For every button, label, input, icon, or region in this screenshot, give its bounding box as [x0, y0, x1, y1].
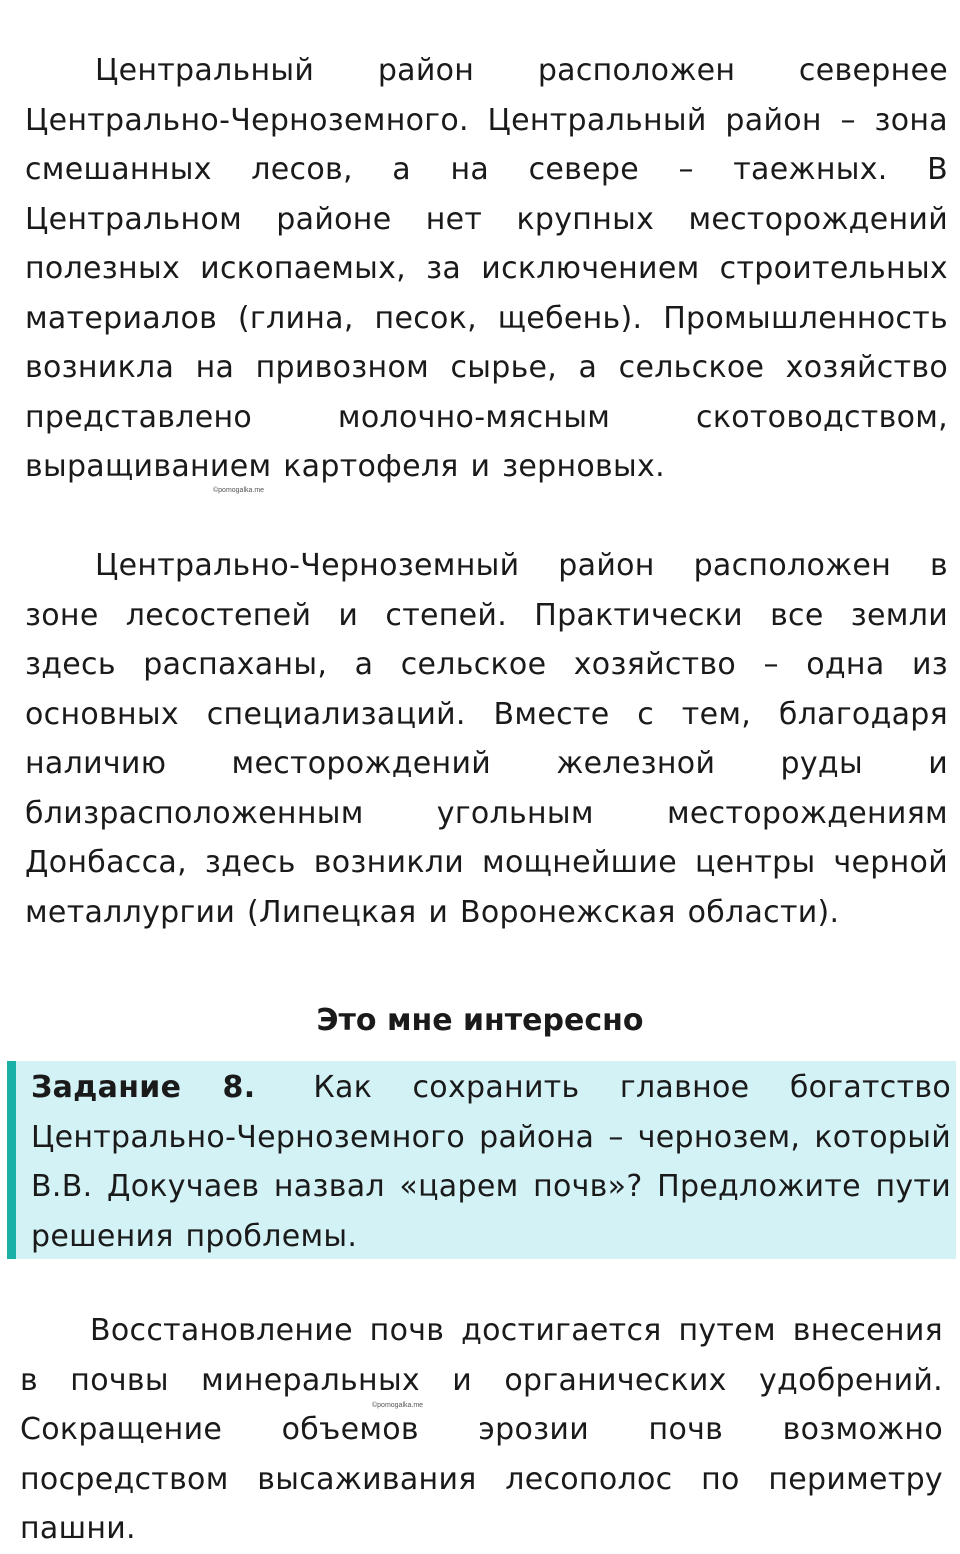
- watermark: ©pomogalka.me: [372, 1402, 424, 1409]
- section-heading: Это мне интересно: [316, 1003, 644, 1038]
- task-label: Задание 8.: [31, 1070, 256, 1105]
- task-text-block: [31, 1063, 951, 1261]
- task-box: [7, 1061, 956, 1259]
- answer-paragraph: Восстановление почв достигается путем внесения в почвы минеральных и органических удобрений. Сокращение объемов эрозии почв возможно посредством высаживания лесополос по периметру пашни.: [20, 1313, 943, 1546]
- paragraph-central-district: Центральный район расположен севернее Центрально-Черноземного. Центральный район – зона смешанных лесов, а на севере – таежных. В Центральном районе нет крупных месторождений полезных ископаемых, за исключением строительных материалов (глина, песок, щебень). Промышленность возникла на привозном сырье, а сельское хозяйство представлено молочно-мясным скотоводством, выращиванием картофеля и зерновых.: [25, 53, 948, 484]
- paragraph-chernozem-district: Центрально-Черноземный район расположен в зоне лесостепей и степей. Практически все земли здесь распаханы, а сельское хозяйство – одна из основных специализаций. Вместе с тем, благодаря наличию месторождений железной руды и близрасположенным угольным месторождениям Донбасса, здесь возникли мощнейшие центры черной металлургии (Липецкая и Воронежская области).: [25, 548, 948, 930]
- task-question: Как сохранить главное богатство Центрально-Черноземного района – чернозем, который В.В. Докучаев назвал «царем почв»? Предложите пути решения проблемы.: [31, 1070, 951, 1254]
- watermark: ©pomogalka.me: [213, 487, 265, 494]
